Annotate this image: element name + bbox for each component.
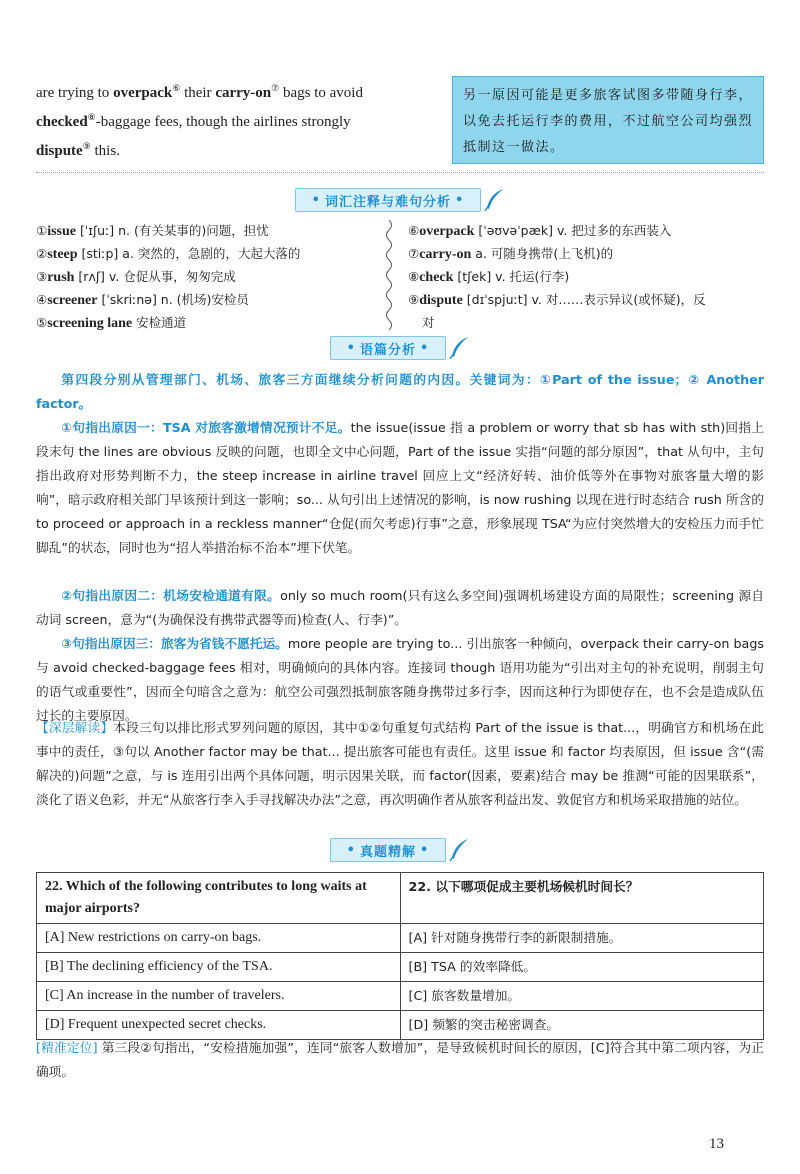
point-body: more people are trying to... 引出旅客一种倾向，overpack their carry-on bags 与 avoid checked-baggage fees 相对，明确倾向的具体内容。连接词 though 语用功能为“引出对主句的补充说明，削弱主句的语气或重要性”，因而全句暗含之意为：航空公司强烈抵制旅客随身携带过多行李，因而这种行为即使存在，也不会是造成队伍过长的主要原因。 xyxy=(36,636,764,723)
translation-box xyxy=(452,76,764,164)
answer-label: [精准定位] xyxy=(36,1040,98,1055)
deep-reading-label: 【深层解读】 xyxy=(36,720,114,735)
table-row xyxy=(37,982,764,1011)
passage-excerpt xyxy=(36,76,440,163)
passage-text: bags to avoid xyxy=(279,85,363,101)
analysis-section-header: • 语篇分析 • xyxy=(0,336,800,362)
point-heading: ①句指出原因一：TSA 对旅客激增情况预计不足。 xyxy=(61,420,351,435)
exam-section-header: • 真题精解 • xyxy=(0,838,800,864)
option-zh: [B] TSA 的效率降低。 xyxy=(400,953,764,982)
deep-reading-body: 本段三句以排比形式罗列问题的原因，其中①②句重复句式结构 Part of the issue is that...，明确官方和机场在此事中的责任，③句以 Another factor may be that... 提出旅客可能也有责任。这里 issue 和 factor 均表原因，但 issue 含“(需解决的)问题”之意，与 is 连用引出两个具体问题，明示因果关联，而 factor(因素，要素)结合 may be 推测“可能的因果联系”，淡化了语义色彩，并无“从旅客行李入手寻找解决办法”之意，再次明确作者从旅客利益出发、敦促官方和机场采取措施的站位。 xyxy=(36,720,764,807)
vocab-item: ②steep [stiːp] a. 突然的，急剧的，大起大落的 xyxy=(36,246,301,262)
option-en: [D] Frequent unexpected secret checks. xyxy=(37,1011,401,1040)
vocab-item: ①issue [ˈɪʃuː] n. (有关某事的)问题，担忧 xyxy=(36,223,269,239)
keyword-overpack: overpack xyxy=(113,85,173,101)
vocab-item: ⑨dispute [dɪˈspjuːt] v. 对……表示异议(或怀疑)，反 xyxy=(408,292,706,308)
quill-icon xyxy=(483,188,505,212)
vocab-item: ③rush [rʌʃ] v. 仓促从事，匆匆完成 xyxy=(36,269,236,285)
quill-icon xyxy=(448,838,470,862)
column-divider xyxy=(382,220,396,330)
note-marker: ⑦ xyxy=(271,83,280,93)
analysis-point-1 xyxy=(36,416,764,560)
analysis-point-3 xyxy=(36,632,764,728)
option-en: [A] New restrictions on carry-on bags. xyxy=(37,924,401,953)
analysis-point-2 xyxy=(36,584,764,632)
vocab-item: 对 xyxy=(422,315,435,330)
table-row xyxy=(37,873,764,924)
vocab-column-left xyxy=(36,220,300,335)
note-marker: ⑥ xyxy=(172,83,181,93)
vocab-item: ⑧check [tʃek] v. 托运(行李) xyxy=(408,269,570,285)
section-title: 语篇分析 xyxy=(359,342,416,358)
option-en: [C] An increase in the number of travelers. xyxy=(37,982,401,1011)
divider xyxy=(36,172,764,173)
vocab-item: ⑤screening lane 安检通道 xyxy=(36,315,187,331)
option-zh: [C] 旅客数量增加。 xyxy=(400,982,764,1011)
note-marker: ⑧ xyxy=(87,112,96,122)
passage-text: their xyxy=(180,85,216,101)
question-en: 22. Which of the following contributes to long waits at major airports? xyxy=(37,873,401,924)
translation-text: 另一原因可能是更多旅客试图多带随身行李，以免去托运行李的费用，不过航空公司均强烈抵制这一做法。 xyxy=(463,88,754,155)
vocab-item: ④screener [ˈskriːnə] n. (机场)安检员 xyxy=(36,292,249,308)
point-heading: ③句指出原因三：旅客为省钱不愿托运。 xyxy=(61,636,288,651)
keyword-checked: checked xyxy=(36,114,88,130)
vocab-column-right xyxy=(408,220,706,335)
point-body: only so much room(只有这么多空间)强调机场建设方面的局限性；screening 源自动词 screen，意为“(为确保没有携带武器等而)检查(人、行李)”。 xyxy=(36,588,764,627)
vocab-item: ⑦carry-on a. 可随身携带(上飞机)的 xyxy=(408,246,614,262)
page-number: 13 xyxy=(709,1136,724,1152)
passage-text: this. xyxy=(90,143,120,159)
option-zh: [A] 针对随身携带行李的新限制措施。 xyxy=(400,924,764,953)
question-table xyxy=(36,872,764,1040)
answer-explanation xyxy=(36,1036,764,1084)
option-zh: [D] 频繁的突击秘密调查。 xyxy=(400,1011,764,1040)
point-body: the issue(issue 指 a problem or worry that sb has with sth)回指上段末句 the lines are obvious 反映的问题，也即全文中心问题，Part of the issue 实指“问题的部分原因”，that 从句中，主句指出政府对形势判断不力，the steep increase in airline travel 回应上文“经济好转、油价低等外在事物对旅客量大增的影响”，暗示政府相关部门早该预计到这一影响；so... 从句引出上述情况的影响，is now rushing 以现在进行时态结合 rush 所含的 to proceed or approach in a reckless manner“仓促(而欠考虑)行事”之意，形象展现 TSA“为应付突然增大的安检压力而手忙脚乱”的状态，同时也为“招人举措治标不治本”埋下伏笔。 xyxy=(36,420,764,555)
table-row xyxy=(37,924,764,953)
note-marker: ⑨ xyxy=(82,141,91,151)
keyword-carry-on: carry-on xyxy=(215,85,272,101)
vocab-item: ⑥overpack [ˈəʊvəˈpæk] v. 把过多的东西装入 xyxy=(408,223,672,239)
question-zh: 22. 以下哪项促成主要机场候机时间长？ xyxy=(400,873,764,924)
answer-body: 第三段②句指出，“安检措施加强”，连同“旅客人数增加”，是导致候机时间长的原因，[C]符合其中第二项内容，为正确项。 xyxy=(36,1040,764,1079)
passage-text: are trying to xyxy=(36,85,114,101)
section-title: 词汇注释与难句分析 xyxy=(324,194,451,210)
deep-reading xyxy=(36,716,764,812)
option-en: [B] The declining efficiency of the TSA. xyxy=(37,953,401,982)
section-title: 真题精解 xyxy=(359,844,416,860)
point-heading: ②句指出原因二：机场安检通道有限。 xyxy=(61,588,281,603)
quill-icon xyxy=(448,336,470,360)
keyword-dispute: dispute xyxy=(36,143,83,159)
vocab-section-header: • 词汇注释与难句分析 • xyxy=(0,188,800,214)
analysis-intro: 第四段分别从管理部门、机场、旅客三方面继续分析问题的内因。关键词为：①Part of the issue；② Another factor。 xyxy=(36,372,764,411)
passage-text: -baggage fees, though the airlines strongly xyxy=(95,114,351,130)
table-row xyxy=(37,953,764,982)
